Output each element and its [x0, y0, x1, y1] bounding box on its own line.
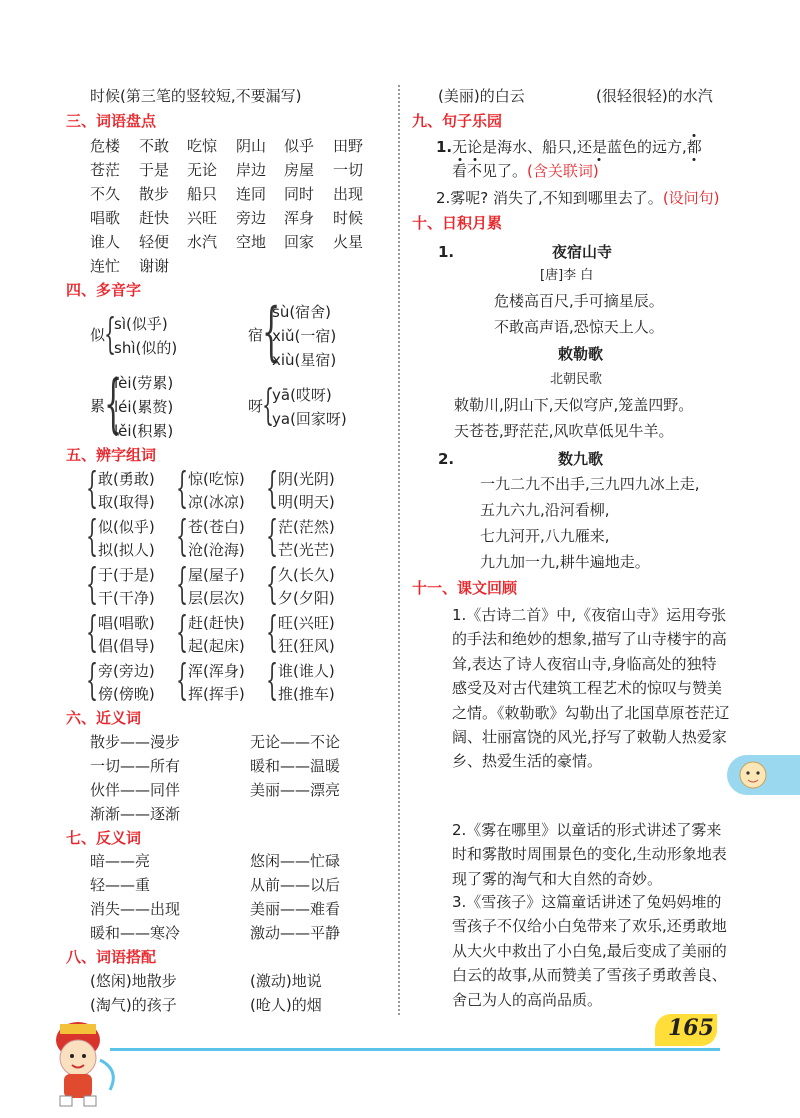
section-4-heading: 四、多音字 [66, 281, 142, 299]
side-tab [727, 755, 800, 795]
polyphone-item: lèi(劳累) [114, 374, 174, 392]
word-cell: 一切 [333, 161, 364, 179]
brace: { [86, 607, 99, 656]
pair-item: 惊(吃惊) [188, 470, 245, 488]
polyphone-char: 似 [90, 326, 106, 344]
word-cell: 似乎 [284, 137, 315, 155]
pair-item: 芒(光芒) [278, 541, 335, 559]
word-pair: 消失——出现 [90, 900, 181, 918]
poem-line: 不敢高声语,恐惊天上人。 [494, 318, 664, 336]
pair-item: 起(起床) [188, 637, 245, 655]
pair-item: 久(长久) [278, 566, 335, 584]
word-pair: 美丽——难看 [250, 900, 341, 918]
word-cell: 不久 [90, 185, 121, 203]
word-cell: 吃惊 [187, 137, 218, 155]
brace: { [176, 607, 189, 656]
pair-item: 茫(茫然) [278, 518, 335, 536]
poem-line: 天苍苍,野茫茫,风吹草低见牛羊。 [454, 422, 674, 440]
pair-item: 旺(兴旺) [278, 614, 335, 632]
review-paragraph-2: 2.《雾在哪里》以童话的形式讲述了雾来时和雾散时周围景色的变化,生动形象地表现了雾的淘气和大自然的奇妙。 [452, 821, 727, 888]
pair-item: 谁(谁人) [278, 662, 335, 680]
word-cell: 连忙 [90, 257, 121, 275]
word-cell: 旁边 [236, 209, 267, 227]
pair-item: 倡(倡导) [98, 637, 155, 655]
word-cell: 回家 [284, 233, 315, 251]
pair-item: 浑(浑身) [188, 662, 245, 680]
poem-title: 数九歌 [558, 450, 604, 468]
polyphone-item: xiù(星宿) [272, 351, 337, 369]
sentence-text: 蓝色的远方, [606, 138, 687, 156]
brace: { [262, 295, 281, 369]
word-cell: 田野 [333, 137, 364, 155]
poem-author: [唐]李 白 [540, 268, 594, 283]
word-cell: 无论 [187, 161, 218, 179]
word-pair: 从前——以后 [250, 876, 341, 894]
word-pair: (呛人)的烟 [250, 996, 322, 1014]
brace: { [266, 511, 279, 560]
word-cell: 谁人 [90, 233, 121, 251]
word-pair: (淘气)的孩子 [90, 996, 177, 1014]
word-cell: 危楼 [90, 137, 121, 155]
poem-line: 敕勒川,阴山下,天似穹庐,笼盖四野。 [454, 396, 694, 414]
pair-item: 干(干净) [98, 589, 155, 607]
word-cell: 于是 [139, 161, 170, 179]
poem-line: 五九六九,沿河看柳, [480, 501, 610, 519]
brace: { [86, 559, 99, 608]
poem-author: 北朝民歌 [550, 372, 603, 387]
word-pair: 暖和——寒冷 [90, 924, 181, 942]
review-paragraph-3: 3.《雪孩子》这篇童话讲述了兔妈妈堆的雪孩子不仅给小白兔带来了欢乐,还勇敢地从大火中救出了小白兔,最后变成了美丽的白云的故事,从而赞美了雪孩子勇敢善良、舍己为人的高尚品质。 [452, 893, 727, 1009]
word-pair: 轻——重 [90, 876, 151, 894]
section-10-heading: 十、日积月累 [412, 214, 503, 232]
word-cell: 苍茫 [90, 161, 121, 179]
poem-number: 2. [438, 450, 455, 468]
cartoon-face-icon [733, 755, 773, 795]
poem-title: 夜宿山寺 [552, 243, 613, 261]
brace: { [266, 559, 279, 608]
sentence-text: 看不见了。 [452, 162, 528, 180]
top-line-word: 时候 [90, 87, 121, 105]
word-pair: 渐渐——逐渐 [90, 805, 181, 823]
sentence-1-line-1 [436, 137, 702, 157]
brace: { [86, 463, 99, 512]
polyphone-item: xiǔ(一宿) [272, 327, 337, 345]
word-pair: 悠闲——忙碌 [250, 852, 341, 870]
pair-item: 推(推车) [278, 685, 335, 703]
brace: { [266, 607, 279, 656]
polyphone-char: 宿 [248, 326, 264, 344]
polyphone-item: léi(累赘) [114, 398, 174, 416]
footer-line [110, 1048, 720, 1051]
word-cell: 出现 [333, 185, 364, 203]
emphasis-char: 论 [467, 138, 483, 156]
brace: { [86, 511, 99, 560]
word-pair: 无论——不论 [250, 733, 341, 751]
word-cell: 轻便 [139, 233, 170, 251]
word-cell: 散步 [139, 185, 170, 203]
sentence-text: 2.雾呢? 消失了,不知到哪里去了。 [436, 189, 663, 207]
brace: { [176, 655, 189, 704]
polyphone-item: shì(似的) [114, 339, 178, 357]
word-cell: 唱歌 [90, 209, 121, 227]
polyphone-item: ya(回家呀) [272, 410, 347, 428]
poem-line: 七九河开,八九雁来, [480, 527, 610, 545]
pair-item: 挥(挥手) [188, 685, 245, 703]
word-cell: 赶快 [139, 209, 170, 227]
word-cell: 谢谢 [139, 257, 170, 275]
pair-item: 层(层次) [188, 589, 245, 607]
brace: { [266, 463, 279, 512]
polyphone-item: sù(宿舍) [272, 303, 332, 321]
sentence-number: 1. [436, 138, 453, 156]
section-11-heading: 十一、课文回顾 [412, 579, 518, 597]
section-7-heading: 七、反义词 [66, 829, 142, 847]
word-cell: 连同 [236, 185, 267, 203]
brace: { [176, 511, 189, 560]
brace: { [266, 655, 279, 704]
pair-item: 屋(屋子) [188, 566, 245, 584]
section-9-heading: 九、句子乐园 [412, 112, 503, 130]
word-cell: 火星 [333, 233, 364, 251]
word-cell: 同时 [284, 185, 315, 203]
pair-item: 狂(狂风) [278, 637, 335, 655]
pair-item: 夕(夕阳) [278, 589, 335, 607]
word-cell: 时候 [333, 209, 364, 227]
pair-item: 于(于是) [98, 566, 155, 584]
collocation-item: (美丽)的白云 [438, 87, 525, 105]
poem-line: 一九二九不出手,三九四九冰上走, [480, 475, 700, 493]
sentence-text: 是海水、船只,还 [482, 138, 592, 156]
brace: { [86, 655, 99, 704]
cartoon-character-icon [30, 1010, 125, 1110]
pair-item: 唱(唱歌) [98, 614, 155, 632]
word-cell: 阴山 [236, 137, 267, 155]
sentence-note: (设问句) [662, 189, 720, 207]
poem-line: 危楼高百尺,手可摘星辰。 [494, 292, 664, 310]
pair-item: 拟(拟人) [98, 541, 155, 559]
emphasis-char: 都 [686, 138, 702, 156]
pair-item: 似(似乎) [98, 518, 155, 536]
word-cell: 岸边 [236, 161, 267, 179]
pair-item: 傍(傍晚) [98, 685, 155, 703]
sentence-2 [436, 188, 720, 208]
word-cell: 不敢 [139, 137, 170, 155]
column-divider [398, 85, 400, 1015]
poem-line: 九九加一九,耕牛遍地走。 [480, 553, 650, 571]
brace: { [262, 380, 275, 429]
page-number: 165 [668, 1015, 714, 1041]
sentence-1-line-2 [452, 161, 599, 181]
pair-item: 苍(苍白) [188, 518, 245, 536]
word-pair: 暗——亮 [90, 852, 151, 870]
poem-title: 敕勒歌 [558, 345, 604, 363]
pair-item: 沧(沧海) [188, 541, 245, 559]
section-6-heading: 六、近义词 [66, 709, 142, 727]
polyphone-item: lěi(积累) [114, 422, 174, 440]
word-pair: 激动——平静 [250, 924, 341, 942]
pair-item: 凉(冰凉) [188, 493, 245, 511]
word-pair: 暖和——温暖 [250, 757, 341, 775]
pair-item: 取(取得) [98, 493, 155, 511]
polyphone-item: sì(似乎) [114, 315, 168, 333]
section-8-heading: 八、词语搭配 [66, 948, 157, 966]
top-line [90, 86, 302, 106]
pair-item: 旁(旁边) [98, 662, 155, 680]
section-5-heading: 五、辨字组词 [66, 446, 157, 464]
emphasis-char: 是 [591, 138, 607, 156]
brace: { [176, 559, 189, 608]
polyphone-item: yā(哎呀) [272, 386, 332, 404]
poem-number: 1. [438, 243, 455, 261]
emphasis-char: 无 [452, 138, 468, 156]
top-line-note: (第三笔的竖较短,不要漏写) [120, 87, 302, 105]
brace: { [176, 463, 189, 512]
word-pair: 一切——所有 [90, 757, 181, 775]
word-pair: (激动)地说 [250, 972, 322, 990]
pair-item: 敢(勇敢) [98, 470, 155, 488]
section-3-heading: 三、词语盘点 [66, 112, 157, 130]
word-pair: 散步——漫步 [90, 733, 181, 751]
word-pair: (悠闲)地散步 [90, 972, 177, 990]
word-cell: 船只 [187, 185, 218, 203]
pair-item: 阴(光阴) [278, 470, 335, 488]
polyphone-char: 呀 [248, 397, 264, 415]
word-cell: 空地 [236, 233, 267, 251]
review-paragraph-1: 1.《古诗二首》中,《夜宿山寺》运用夸张的手法和绝妙的想象,描写了山寺楼宇的高耸,表达了诗人夜宿山寺,身临高处的独特感受及对古代建筑工程艺术的惊叹与赞美之情。《敕勒歌》勾勒出了北国草原苍茫辽阔、壮丽富饶的风光,抒写了敕勒人热爱家乡、热爱生活的豪情。 [452, 606, 730, 771]
sentence-note: (含关联词) [527, 162, 599, 180]
pair-item: 赶(赶快) [188, 614, 245, 632]
word-pair: 美丽——漂亮 [250, 781, 341, 799]
brace: { [104, 309, 117, 358]
word-cell: 水汽 [187, 233, 218, 251]
brace: { [104, 367, 123, 441]
collocation-item: (很轻很轻)的水汽 [596, 87, 713, 105]
pair-item: 明(明天) [278, 493, 335, 511]
word-cell: 房屋 [284, 161, 315, 179]
word-cell: 浑身 [284, 209, 315, 227]
word-cell: 兴旺 [187, 209, 218, 227]
word-pair: 伙伴——同伴 [90, 781, 181, 799]
polyphone-char: 累 [90, 397, 106, 415]
